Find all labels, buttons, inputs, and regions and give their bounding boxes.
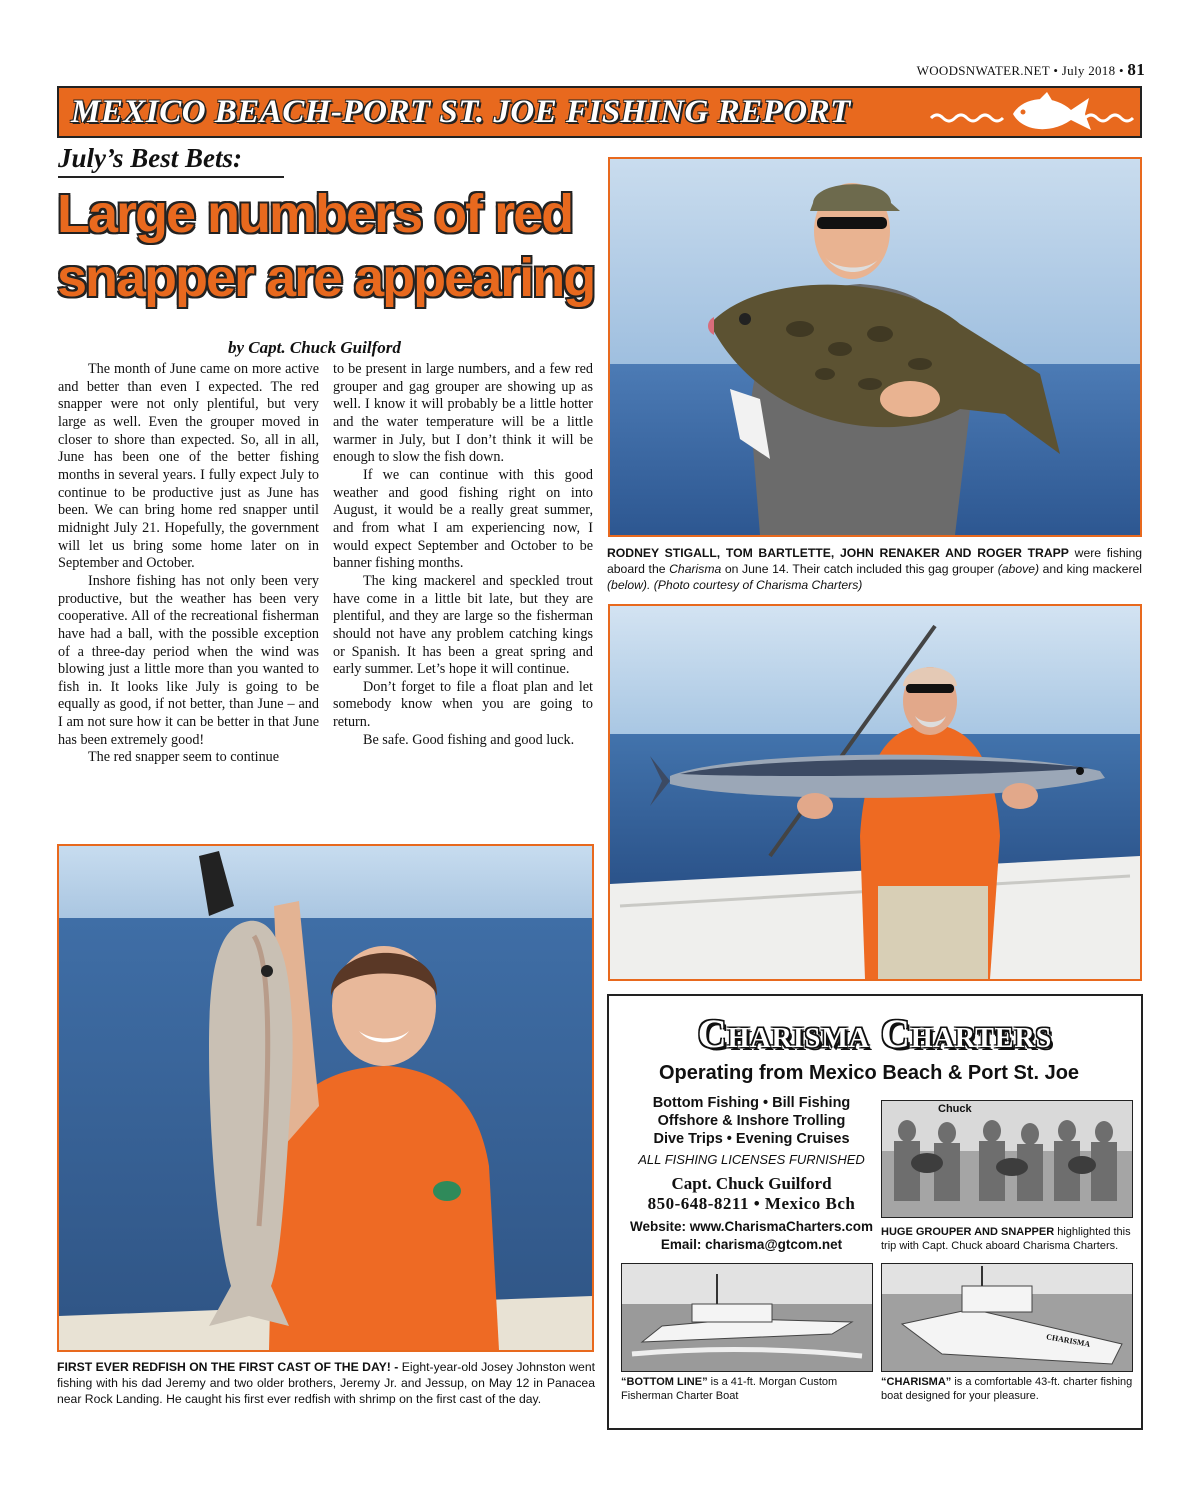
charisma-charters-ad [607, 994, 1143, 1430]
paragraph: Inshore fishing has not only been very productive, but the weather has been very cooperative. All of the recreational fisherman have had a ball, with the possible exception of a three-day period when the wind was blowing just a little more than you wanted to fish in. It looks like July is going to be equally as good, if not better, than June – and I am not sure how it can be better in that June has been extremely good! [58, 572, 319, 748]
caption-text: Eight-year-old Josey Johnston went fishing with his dad Jeremy and two older brothers, Jeremy Jr. and Jessup, on May 12 in Panacea near Rock Landing. He caught his first ever redfish with shrimp on the first cast of the day. [57, 1360, 595, 1406]
mackerel-photo [608, 604, 1142, 981]
caption-text: on June 14. Their catch included this gag grouper [721, 562, 998, 576]
ad-boat2-caption [881, 1376, 1137, 1403]
headline-line-2: snapper are appearing [57, 248, 595, 308]
page-number: 81 [1127, 60, 1145, 79]
ad-boat-photo-bottom-line [621, 1263, 873, 1372]
redfish-caption [57, 1359, 595, 1407]
ad-email[interactable]: Email: charisma@gtcom.net [660, 1237, 843, 1252]
caption-text: and king mackerel [1039, 562, 1142, 576]
ad-boat-image [882, 1264, 1132, 1371]
paragraph: Be safe. Good fishing and good luck. [363, 731, 575, 748]
ad-boat1-caption-bold: “BOTTOM LINE” [621, 1376, 708, 1388]
ad-phone: 850-648-8211 • Mexico Bch [647, 1194, 856, 1213]
article-column-2 [333, 361, 593, 749]
folio-separator: • [1053, 63, 1059, 78]
ad-contact [619, 1218, 884, 1254]
caption-boat-name: Charisma [669, 562, 722, 576]
headline-line-1: Large numbers of red [57, 184, 573, 244]
grouper-photo-image [610, 159, 1140, 535]
caption-credit: (below). (Photo courtesy of Charisma Charters) [607, 578, 863, 592]
caption-headline: FIRST EVER REDFISH ON THE FIRST CAST OF THE DAY! - [57, 1360, 399, 1374]
article-column-1 [58, 361, 319, 767]
folio-separator: • [1118, 63, 1124, 78]
byline: by Capt. Chuck Guilford [228, 338, 401, 357]
page-folio [917, 60, 1145, 80]
grouper-caption [607, 545, 1142, 593]
site-name: WOODSNWATER.NET [916, 63, 1050, 78]
redfish-photo [57, 844, 594, 1352]
ad-group-photo [881, 1100, 1133, 1218]
headline [57, 182, 602, 310]
ad-boat1-caption [621, 1376, 871, 1403]
grouper-photo [608, 157, 1142, 537]
ad-subtitle: Operating from Mexico Beach & Port St. Joe [658, 1062, 1080, 1084]
ad-boat-photo-charisma [881, 1263, 1133, 1372]
ad-group-caption-text: highlighted this trip with Capt. Chuck aboard Charisma Charters. [881, 1226, 1131, 1252]
ad-group-photo-image [882, 1101, 1132, 1217]
ad-service-line: Dive Trips • Evening Cruises [653, 1131, 850, 1147]
paragraph: If we can continue with this good weather and good fishing right on into August, it would be a really great summer, and from what I am experiencing now, I would expect September and October to be banner fishing months. [333, 466, 593, 572]
ad-title: Charisma Charters [697, 1011, 1053, 1056]
paragraph: The month of June came on more active and better than even I expected. The red snapper were not only plentiful, but very large as well. Even the grouper moved in closer to shore than expected. So, all in all, June has been one of the better fishing months in several years. I fully expect July to continue to be productive just as June has been. We can bring home red snapper until midnight July 21. Hopefully, the government will let us bring some home later on in September and October. [58, 361, 319, 572]
boat-hull-name: CHARISMA [1045, 1332, 1091, 1349]
caption-text: were fishing aboard the [607, 546, 1142, 576]
caption-names: RODNEY STIGALL, TOM BARTLETTE, JOHN RENAKER AND ROGER TRAPP [607, 546, 1069, 560]
paragraph: The king mackerel and speckled trout have come in a little bit late, but they are plentiful, and they are large so the fisherman should not have any problem catching kings or Spanish. It has been a great spring and early summer. Let’s hope it will continue. [333, 572, 593, 678]
paragraph: to be present in large numbers, and a few red grouper and gag grouper are showing up as well. I know it will probably be a little hotter and the water temperature will be a little warmer in July, but I don’t think it will be enough to slow the fish down. [333, 361, 593, 466]
ad-boat1-caption-text: is a 41-ft. Morgan Custom Fisherman Charter Boat [621, 1376, 838, 1402]
fish-icon [929, 90, 1134, 136]
ad-group-photo-label: Chuck [938, 1103, 972, 1115]
paragraph: Don’t forget to file a float plan and let somebody know when you are going to return. [333, 678, 593, 731]
section-title: MEXICO BEACH-PORT ST. JOE FISHING REPORT [71, 94, 851, 130]
ad-group-caption-bold: HUGE GROUPER AND SNAPPER [881, 1226, 1055, 1238]
issue-date: July 2018 [1061, 63, 1116, 78]
ad-services [619, 1094, 884, 1148]
mackerel-photo-image [610, 606, 1140, 979]
ad-website[interactable]: Website: www.CharismaCharters.com [629, 1219, 874, 1234]
ad-service-line: Bottom Fishing • Bill Fishing [652, 1095, 851, 1111]
redfish-photo-image [59, 846, 592, 1350]
ad-boat2-caption-text: is a comfortable 43-ft. charter fishing boat designed for your pleasure. [881, 1376, 1133, 1402]
ad-boat2-caption-bold: “CHARISMA” [881, 1376, 952, 1388]
ad-captain: Capt. Chuck Guilford [671, 1174, 832, 1193]
ad-service-line: Offshore & Inshore Trolling [657, 1113, 846, 1129]
ad-boat-image [622, 1264, 872, 1371]
section-banner [57, 86, 1142, 138]
paragraph: The red snapper seem to continue [88, 749, 280, 766]
ad-licenses: ALL FISHING LICENSES FURNISHED [638, 1152, 865, 1167]
caption-ref: (above) [997, 562, 1040, 576]
ad-group-caption [881, 1226, 1137, 1253]
kicker: July’s Best Bets: [58, 143, 284, 178]
